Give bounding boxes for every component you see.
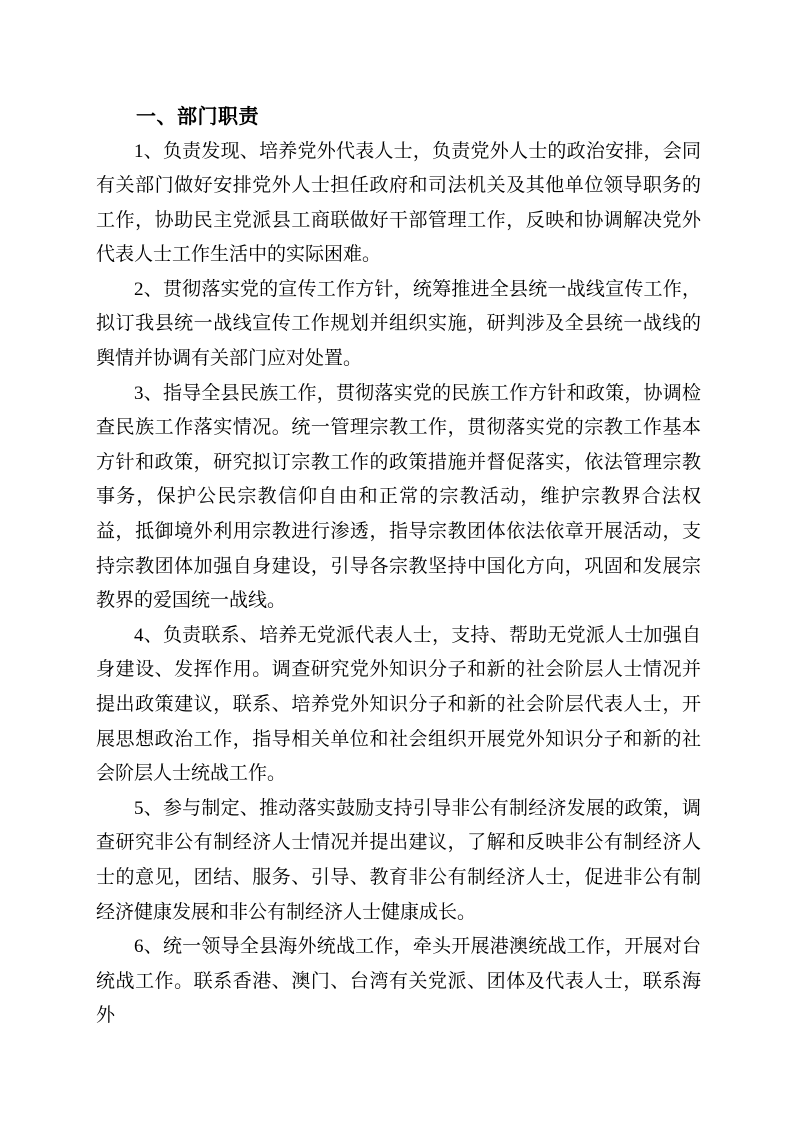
paragraph-duties-6: 6、统一领导全县海外统战工作，牵头开展港澳统战工作，开展对台统战工作。联系香港、澳门、台湾有关党派、团体及代表人士，联系海外	[96, 936, 701, 1027]
paragraph-duties-5: 5、参与制定、推动落实鼓励支持引导非公有制经济发展的政策，调查研究非公有制经济人士情况并提出建议，了解和反映非公有制经济人士的意见，团结、服务、引导、教育非公有制经济人士，促进非公有制经济健康发展和非公有制经济人士健康成长。	[96, 797, 701, 923]
paragraph-duties-2: 2、贯彻落实党的宣传工作方针，统筹推进全县统一战线宣传工作，拟订我县统一战线宣传工作规划并组织实施，研判涉及全县统一战线的舆情并协调有关部门应对处置。	[96, 278, 701, 370]
section-heading: 一、部门职责	[136, 106, 259, 128]
paragraph-duties-3: 3、指导全县民族工作，贯彻落实党的民族工作方针和政策，协调检查民族工作落实情况。统一管理宗教工作，贯彻落实党的宗教工作基本方针和政策，研究拟订宗教工作的政策措施并督促落实，依法管理宗教事务，保护公民宗教信仰自由和正常的宗教活动，维护宗教界合法权益，抵御境外利用宗教进行渗透，指导宗教团体依法依章开展活动，支持宗教团体加强自身建设，引导各宗教坚持中国化方向，巩固和发展宗教界的爱国统一战线。	[96, 382, 701, 612]
document-content	[96, 100, 701, 1034]
paragraph-duties-1: 1、负责发现、培养党外代表人士，负责党外人士的政治安排，会同有关部门做好安排党外人士担任政府和司法机关及其他单位领导职务的工作，协助民主党派县工商联做好干部管理工作，反映和协调解决党外代表人士工作生活中的实际困难。	[96, 140, 701, 266]
paragraph-duties-4: 4、负责联系、培养无党派代表人士，支持、帮助无党派人士加强自身建设、发挥作用。调查研究党外知识分子和新的社会阶层人士情况并提出政策建议，联系、培养党外知识分子和新的社会阶层代表人士，开展思想政治工作，指导相关单位和社会组织开展党外知识分子和新的社会阶层人士统战工作。	[96, 624, 701, 785]
